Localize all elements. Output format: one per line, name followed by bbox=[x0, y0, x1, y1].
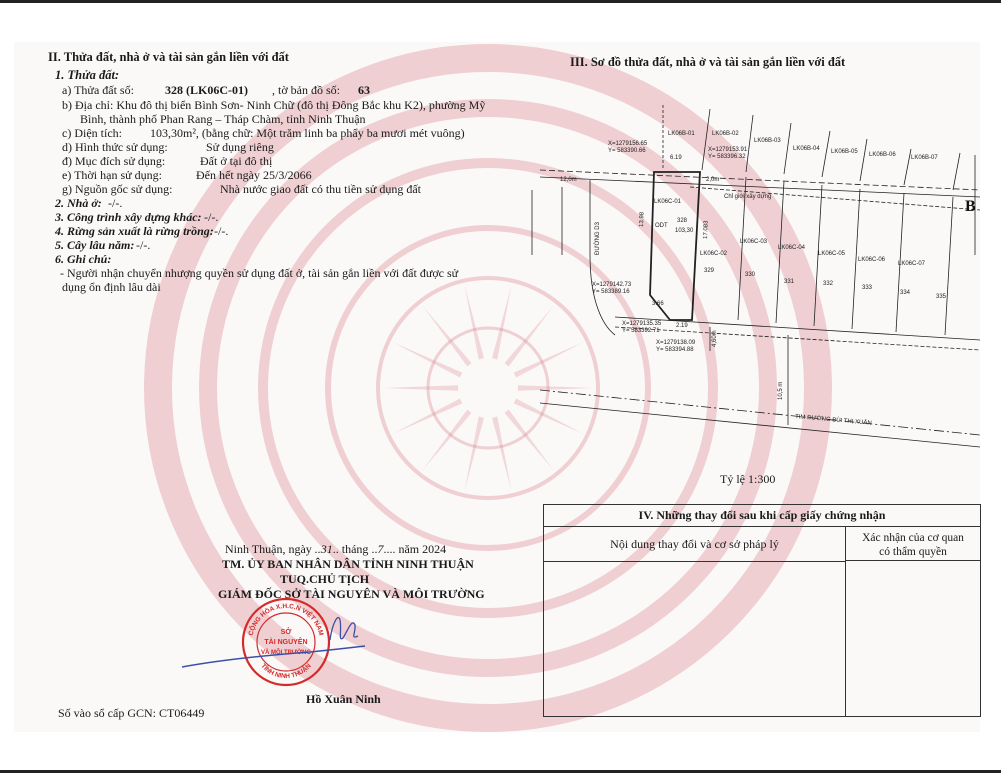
section-2-heading: II. Thửa đất, nhà ở và tài sản gắn liền với đất bbox=[48, 50, 289, 64]
coord-pt4-x: X=1279135.35 bbox=[622, 321, 662, 327]
block-b03: LK06B-03 bbox=[754, 138, 781, 144]
confirm-line-1: Xác nhận của cơ quan bbox=[862, 532, 964, 544]
block-b01: LK06B-01 bbox=[668, 131, 695, 137]
parcel-odt: ODT bbox=[655, 223, 668, 229]
note-line-2: dụng ổn định lâu dài bbox=[62, 280, 161, 294]
register-number: Số vào sổ cấp GCN: CT06449 bbox=[58, 706, 205, 720]
block-b02: LK06B-02 bbox=[712, 131, 739, 137]
forest-value: -/-. bbox=[214, 224, 229, 238]
parcel-label: a) Thửa đất số: bbox=[62, 83, 134, 97]
block-b04: LK06B-04 bbox=[793, 146, 820, 152]
coord-pt3-x: X=1279142.73 bbox=[592, 282, 632, 288]
changes-divider bbox=[845, 561, 846, 716]
org-line: TM. ỦY BAN NHÂN DÂN TỈNH NINH THUẬN bbox=[222, 557, 474, 571]
notes-label: 6. Ghi chú: bbox=[55, 252, 112, 266]
year-label: năm 2024 bbox=[398, 542, 447, 556]
role-line-1: TUQ.CHỦ TỊCH bbox=[280, 572, 370, 586]
row-number-334: 334 bbox=[900, 290, 911, 296]
coord-pt5-y: Y= 583394.88 bbox=[656, 347, 694, 353]
build-line-label: Chỉ giới xây dựng bbox=[724, 194, 772, 200]
trees-value: -/-. bbox=[136, 238, 151, 252]
dim-right: 17.083 bbox=[703, 220, 710, 240]
date-month: 7 bbox=[377, 542, 384, 556]
changes-column-confirm bbox=[846, 527, 980, 561]
parcel-no: 328 bbox=[677, 218, 688, 224]
map-sheet-label: , tờ bản đồ số: bbox=[272, 83, 341, 97]
block-b06: LK06B-06 bbox=[869, 152, 896, 158]
works-value: -/-. bbox=[204, 210, 219, 224]
term-value: Đến hết ngày 25/3/2066 bbox=[196, 168, 312, 182]
forest-label: 4. Rừng sản xuất là rừng trồng: bbox=[55, 224, 214, 238]
bottom-width: 10,5 m bbox=[778, 381, 784, 400]
block-c05: LK06C-05 bbox=[818, 251, 846, 257]
purpose-label: đ) Mục đích sử dụng: bbox=[62, 154, 166, 168]
dim-diag: 3.66 bbox=[652, 301, 664, 307]
coord-pt5-x: X=1279138.09 bbox=[656, 340, 696, 346]
road-name: ĐƯỜNG D3 bbox=[595, 222, 601, 255]
row-number-333: 333 bbox=[862, 285, 873, 291]
dim-top: 6.19 bbox=[670, 155, 682, 161]
area-value: 103,30m², (bằng chữ: Một trăm linh ba phẩy ba mươi mét vuông) bbox=[150, 126, 465, 140]
bottom-road-name: TIM ĐƯỜNG BÙI THỊ XUÂN bbox=[794, 414, 872, 427]
role-line-2: GIÁM ĐỐC SỞ TÀI NGUYÊN VÀ MÔI TRƯỜNG bbox=[218, 587, 485, 601]
house-label: 2. Nhà ở: bbox=[55, 196, 102, 210]
coord-pt3-y: Y= 583389.16 bbox=[592, 289, 630, 295]
address-line-1: b) Địa chỉ: Khu đô thị biển Bình Sơn- Ninh Chữ (đô thị Đông Bắc khu K2), phường Mỹ bbox=[62, 98, 486, 112]
section-3-heading: III. Sơ đồ thửa đất, nhà ở và tài sản gắn liền với đất bbox=[570, 55, 846, 69]
parcel-code: LK06C-01 bbox=[654, 199, 682, 205]
house-value: -/-. bbox=[108, 196, 123, 210]
stamp-center-2: TÀI NGUYÊN bbox=[264, 639, 308, 646]
top-border bbox=[0, 0, 1001, 3]
term-label: e) Thời hạn sử dụng: bbox=[62, 168, 162, 182]
block-c07: LK06C-07 bbox=[898, 261, 926, 267]
coord-pt4-y: Y= 583392.71 bbox=[622, 328, 660, 334]
setback-top: 2,0m bbox=[706, 177, 720, 183]
block-c06: LK06C-06 bbox=[858, 257, 886, 263]
signer-name: Hồ Xuân Ninh bbox=[306, 692, 381, 706]
parcel-number: 328 (LK06C-01) bbox=[165, 83, 248, 97]
block-c04: LK06C-04 bbox=[778, 245, 806, 251]
coord-pt1-x: X=1279156.65 bbox=[608, 141, 648, 147]
note-line-1: - Người nhận chuyển nhượng quyền sử dụng đất ở, tài sản gắn liền với đất được sử bbox=[60, 266, 459, 280]
handwritten-signature bbox=[180, 600, 390, 675]
dim-bottom: 2.19 bbox=[676, 323, 688, 329]
land-title: 1. Thửa đất: bbox=[55, 68, 120, 82]
row-number-329: 329 bbox=[704, 268, 715, 274]
row-number-332: 332 bbox=[823, 281, 834, 287]
address-line-2: Bình, thành phố Phan Rang – Tháp Chàm, tỉnh Ninh Thuận bbox=[80, 112, 366, 126]
coord-pt2-y: Y= 583396.32 bbox=[708, 154, 746, 160]
origin-label: g) Nguồn gốc sử dụng: bbox=[62, 182, 173, 196]
purpose-value: Đất ở tại đô thị bbox=[200, 154, 273, 168]
block-c03: LK06C-03 bbox=[740, 239, 768, 245]
stamp-center-3: VÀ MÔI TRƯỜNG bbox=[260, 650, 312, 656]
origin-value: Nhà nước giao đất có thu tiền sử dụng đất bbox=[220, 182, 421, 196]
block-b07: LK06B-07 bbox=[911, 155, 938, 161]
sign-date: Ninh Thuận, ngày ..31.. tháng ..7.... năm 2024 bbox=[225, 542, 447, 556]
map-sheet-number: 63 bbox=[358, 83, 370, 97]
trees-label: 5. Cây lâu năm: bbox=[55, 238, 135, 252]
road-width: 12,0m bbox=[560, 177, 577, 183]
row-number-331: 331 bbox=[784, 279, 795, 285]
north-label: B bbox=[965, 198, 976, 215]
parcel-area: 103,30 bbox=[675, 228, 694, 234]
usage-form-label: d) Hình thức sử dụng: bbox=[62, 140, 168, 154]
changes-heading: IV. Những thay đổi sau khi cấp giấy chứng nhận bbox=[544, 505, 980, 527]
changes-table bbox=[543, 504, 981, 717]
date-day: 31 bbox=[320, 542, 333, 556]
row-number-330: 330 bbox=[745, 272, 756, 278]
setback-bottom: 4,60m bbox=[712, 330, 718, 347]
coord-pt1-y: Y= 583390.66 bbox=[608, 148, 646, 154]
coord-pt2-x: X=1279153.91 bbox=[708, 147, 748, 153]
stamp-ring-text: CỘNG HÒA X.H.C.N VIỆT NAM bbox=[247, 602, 325, 637]
stamp-bottom-text: TỈNH NINH THUẬN bbox=[259, 662, 313, 681]
block-c02: LK06C-02 bbox=[700, 251, 728, 257]
block-b05: LK06B-05 bbox=[831, 149, 858, 155]
date-prefix: Ninh Thuận, ngày bbox=[225, 542, 312, 556]
changes-column-content: Nội dung thay đổi và cơ sở pháp lý bbox=[544, 527, 846, 562]
usage-form-value: Sử dụng riêng bbox=[206, 140, 274, 154]
stamp-center-1: SỞ bbox=[280, 629, 292, 636]
row-number-335: 335 bbox=[936, 294, 947, 300]
dim-left: 13.98 bbox=[639, 211, 646, 228]
land-plot-diagram bbox=[520, 95, 990, 485]
scale-label: Tỷ lệ 1:300 bbox=[720, 472, 776, 486]
area-label: c) Diện tích: bbox=[62, 126, 122, 140]
month-label: tháng bbox=[341, 542, 369, 556]
works-label: 3. Công trình xây dựng khác: bbox=[55, 210, 202, 224]
confirm-line-2: có thẩm quyền bbox=[879, 546, 947, 558]
